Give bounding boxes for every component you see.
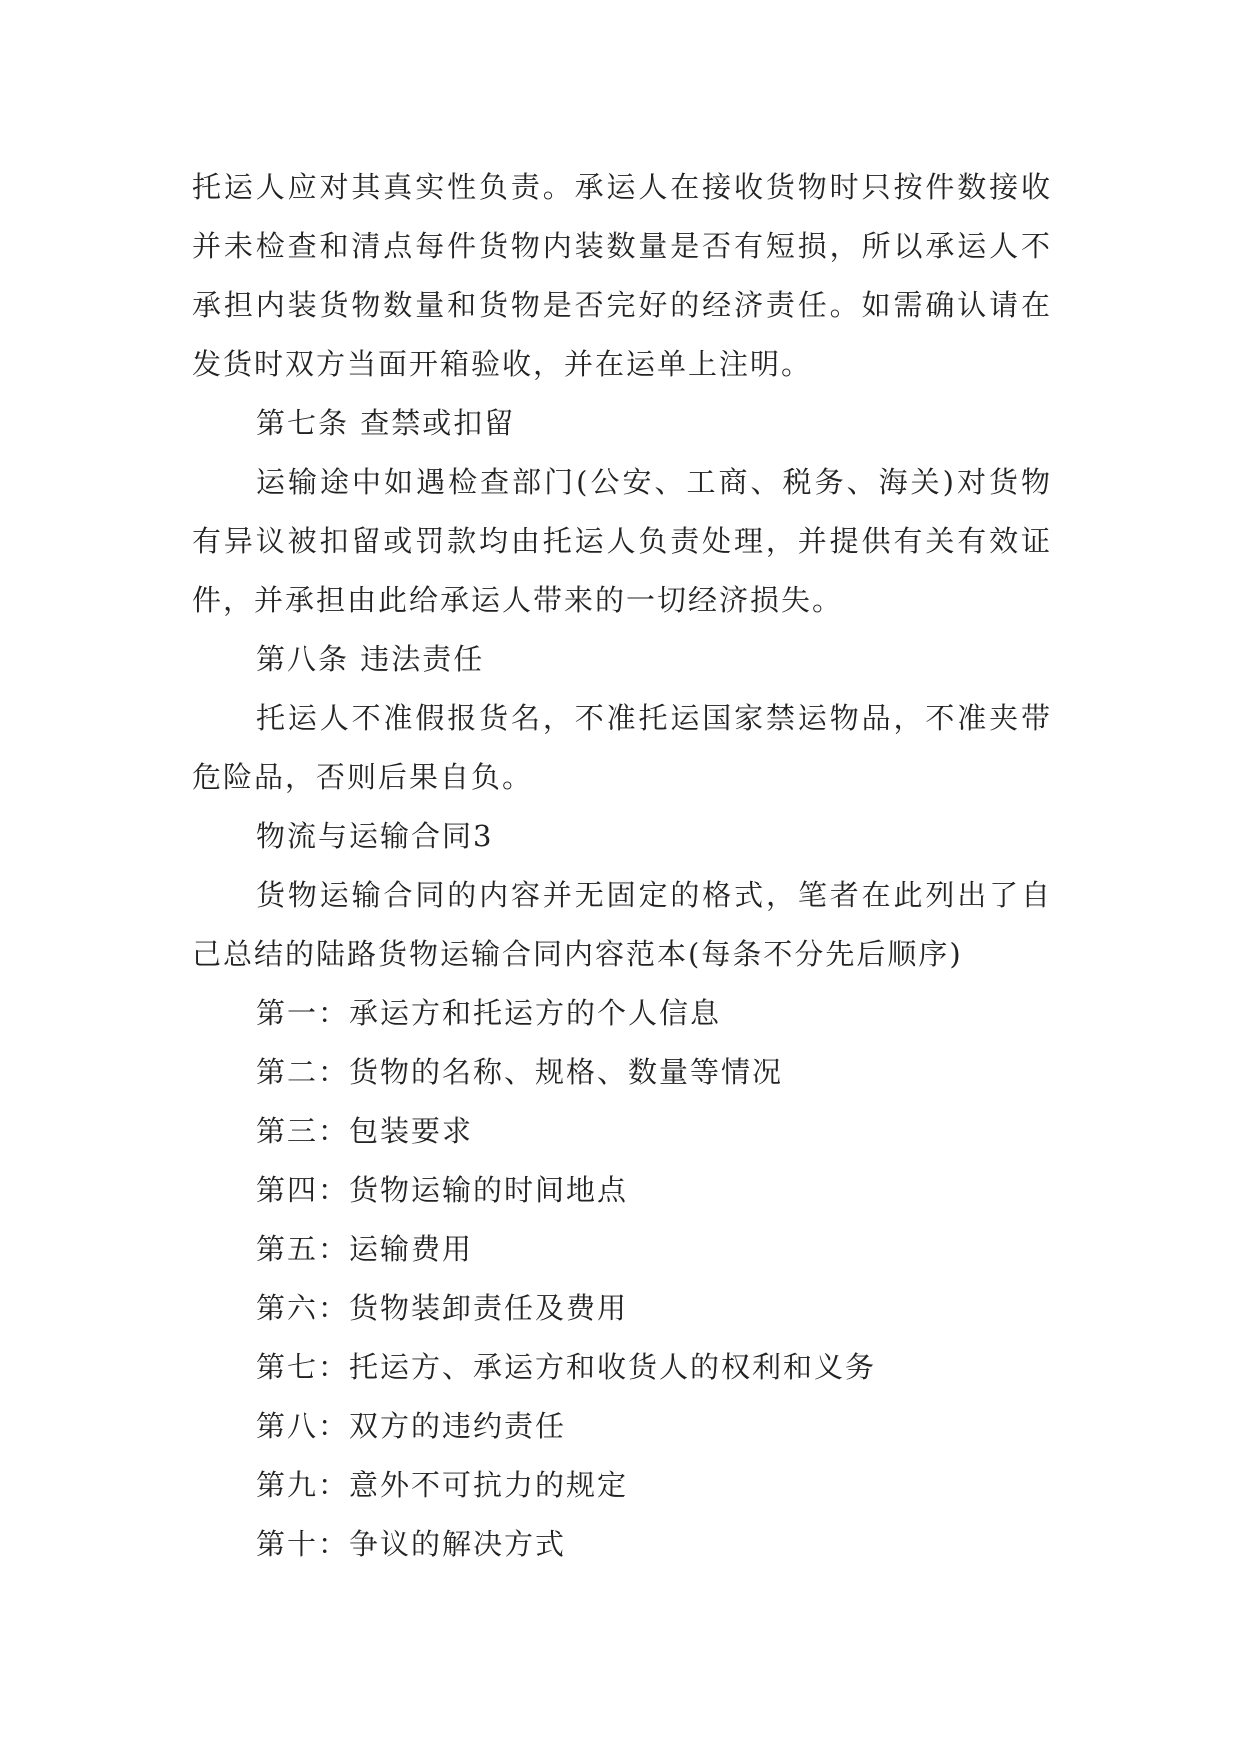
list-item: 第六：货物装卸责任及费用 (256, 1291, 629, 1325)
list-item: 第二：货物的名称、规格、数量等情况 (256, 1055, 784, 1089)
list-item: 第四：货物运输的时间地点 (256, 1173, 629, 1207)
paragraph-illegal-liability: 托运人不准假报货名，不准托运国家禁运物品，不准夹带危险品，否则后果自负。 (192, 701, 1052, 794)
document-body (192, 158, 1052, 1574)
list-item: 第九：意外不可抗力的规定 (256, 1468, 629, 1502)
paragraph-seizure: 运输途中如遇检查部门(公安、工商、税务、海关)对货物有异议被扣留或罚款均由托运人负责处理，并提供有关有效证件，并承担由此给承运人带来的一切经济损失。 (192, 465, 1052, 617)
list-item: 第十：争议的解决方式 (256, 1527, 567, 1561)
paragraph-continuation: 托运人应对其真实性负责。承运人在接收货物时只按件数接收并未检查和清点每件货物内装数量是否有短损，所以承运人不承担内装货物数量和货物是否完好的经济责任。如需确认请在发货时双方当面开箱验收，并在运单上注明。 (192, 170, 1052, 381)
list-item: 第八：双方的违约责任 (256, 1409, 567, 1443)
paragraph-intro: 货物运输合同的内容并无固定的格式，笔者在此列出了自己总结的陆路货物运输合同内容范本(每条不分先后顺序) (192, 878, 1052, 971)
list-item: 第三：包装要求 (256, 1114, 474, 1148)
list-item: 第七：托运方、承运方和收货人的权利和义务 (256, 1350, 877, 1384)
article-heading-eight: 第八条 违法责任 (256, 642, 485, 676)
list-item: 第五：运输费用 (256, 1232, 474, 1266)
section-title: 物流与运输合同3 (256, 819, 494, 853)
article-heading-seven: 第七条 查禁或扣留 (256, 406, 516, 440)
list-item: 第一：承运方和托运方的个人信息 (256, 996, 722, 1030)
